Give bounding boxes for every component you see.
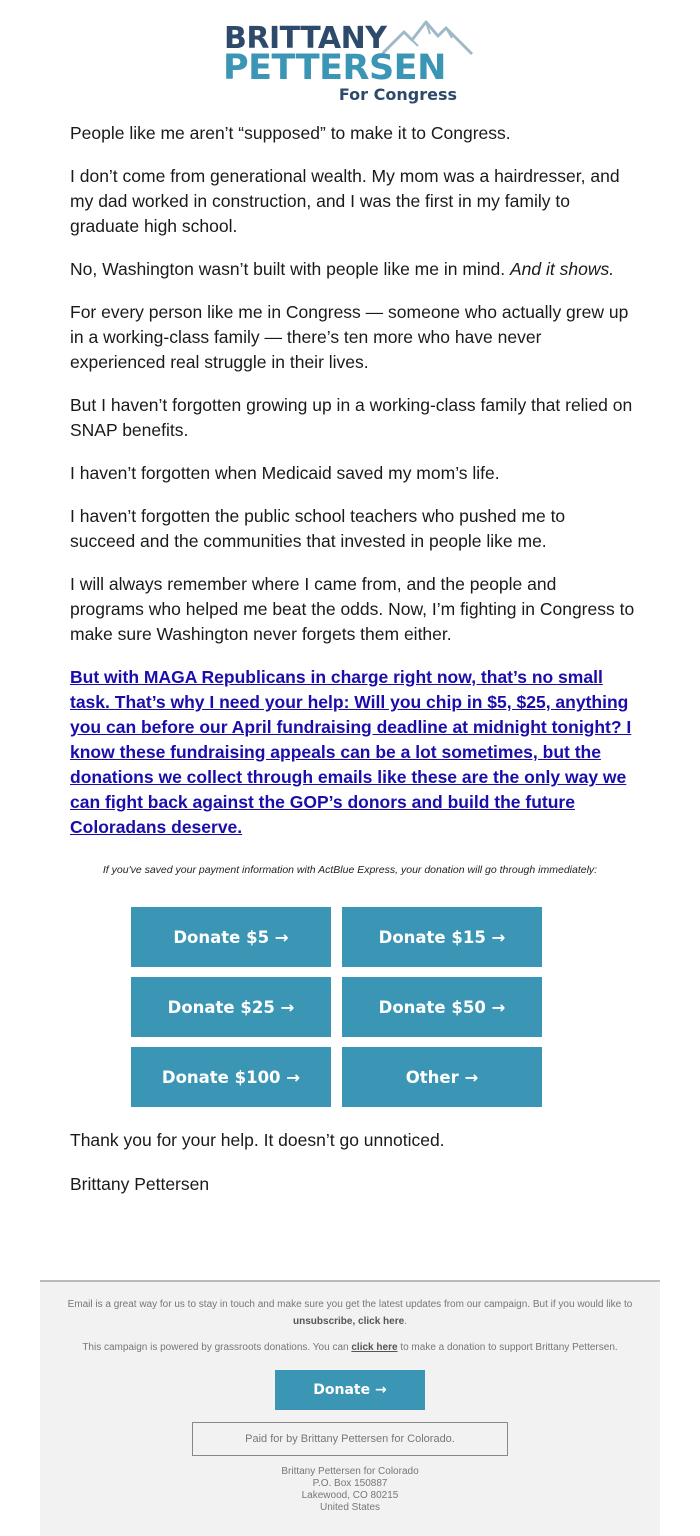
donate-50-button[interactable]: Donate $50 →	[342, 977, 542, 1037]
footer-email-text: Email is a great way for us to stay in touch and make sure you get the latest updates from our campaign. But if you would like to	[67, 1299, 633, 1310]
signature: Brittany Pettersen	[70, 1174, 210, 1194]
campaign-logo	[222, 18, 482, 108]
paragraph-text: No, Washington wasn’t built with people like me in mind.	[70, 259, 506, 279]
emphasis-text: And it shows.	[510, 259, 615, 279]
paid-for-disclaimer: Paid for by Brittany Pettersen for Colorado.	[192, 1422, 508, 1456]
paragraph: But I haven’t forgotten growing up in a working-class family that relied on SNAP benefits.	[70, 395, 633, 440]
footer-donate-link[interactable]: click here	[351, 1342, 398, 1353]
email-footer	[40, 1280, 660, 1536]
address-line: P.O. Box 150887	[312, 1478, 388, 1489]
paragraph-washington	[70, 257, 635, 282]
paragraph: For every person like me in Congress — someone who actually grew up in a working-class family — there’s ten more who have never experienced real struggle in their lives.	[70, 302, 629, 372]
address-line: United States	[319, 1502, 381, 1513]
logo-first-name: BRITTANY	[224, 21, 387, 56]
paragraph: I will always remember where I came from, and the people and programs who helped me beat the odds. Now, I’m fighting in Congress to make sure Washington never forgets them either.	[70, 574, 635, 644]
donate-other-button[interactable]: Other →	[342, 1047, 542, 1107]
thank-you-text: Thank you for your help. It doesn’t go unnoticed.	[70, 1130, 445, 1150]
mailing-address	[40, 1466, 660, 1514]
grassroots-text-start: This campaign is powered by grassroots donations. You can	[82, 1342, 349, 1353]
logo-tagline: For Congress	[338, 85, 457, 104]
appeal-paragraph	[70, 665, 635, 840]
paragraph: I haven’t forgotten when Medicaid saved my mom’s life.	[70, 463, 500, 483]
paragraph: People like me aren’t “supposed” to make it to Congress.	[70, 123, 511, 143]
address-line: Lakewood, CO 80215	[301, 1490, 399, 1501]
address-line: Brittany Pettersen for Colorado	[281, 1466, 419, 1477]
paragraph: I haven’t forgotten the public school teachers who pushed me to succeed and the communities that invested in people like me.	[70, 506, 566, 551]
unsubscribe-link[interactable]: unsubscribe, click here	[293, 1316, 405, 1327]
logo-last-name: PETTERSEN	[223, 48, 446, 88]
donate-5-button[interactable]: Donate $5 →	[131, 907, 331, 967]
footer-grassroots-notice	[40, 1342, 660, 1353]
footer-email-end: .	[404, 1316, 407, 1327]
donate-100-button[interactable]: Donate $100 →	[131, 1047, 331, 1107]
footer-email-notice	[60, 1296, 640, 1330]
appeal-link[interactable]: But with MAGA Republicans in charge right now, that’s no small task. That’s why I need your help: Will you chip in $5, $25, anything you can before our April fundraising deadline at midnight tonight? I know these fundraising appeals can be a lot sometimes, but the donations we collect through emails like these are the only way we can fight back against the GOP’s donors and build the future Coloradans deserve.	[70, 667, 632, 837]
footer-donate-button[interactable]: Donate →	[275, 1370, 425, 1410]
email-body	[70, 121, 635, 858]
actblue-express-note: If you've saved your payment information with ActBlue Express, your donation will go through immediately:	[102, 864, 598, 876]
grassroots-text-end: to make a donation to support Brittany Pettersen.	[400, 1342, 618, 1353]
donate-25-button[interactable]: Donate $25 →	[131, 977, 331, 1037]
donate-15-button[interactable]: Donate $15 →	[342, 907, 542, 967]
paragraph: I don’t come from generational wealth. My mom was a hairdresser, and my dad worked in construction, and I was the first in my family to graduate high school.	[70, 166, 620, 236]
